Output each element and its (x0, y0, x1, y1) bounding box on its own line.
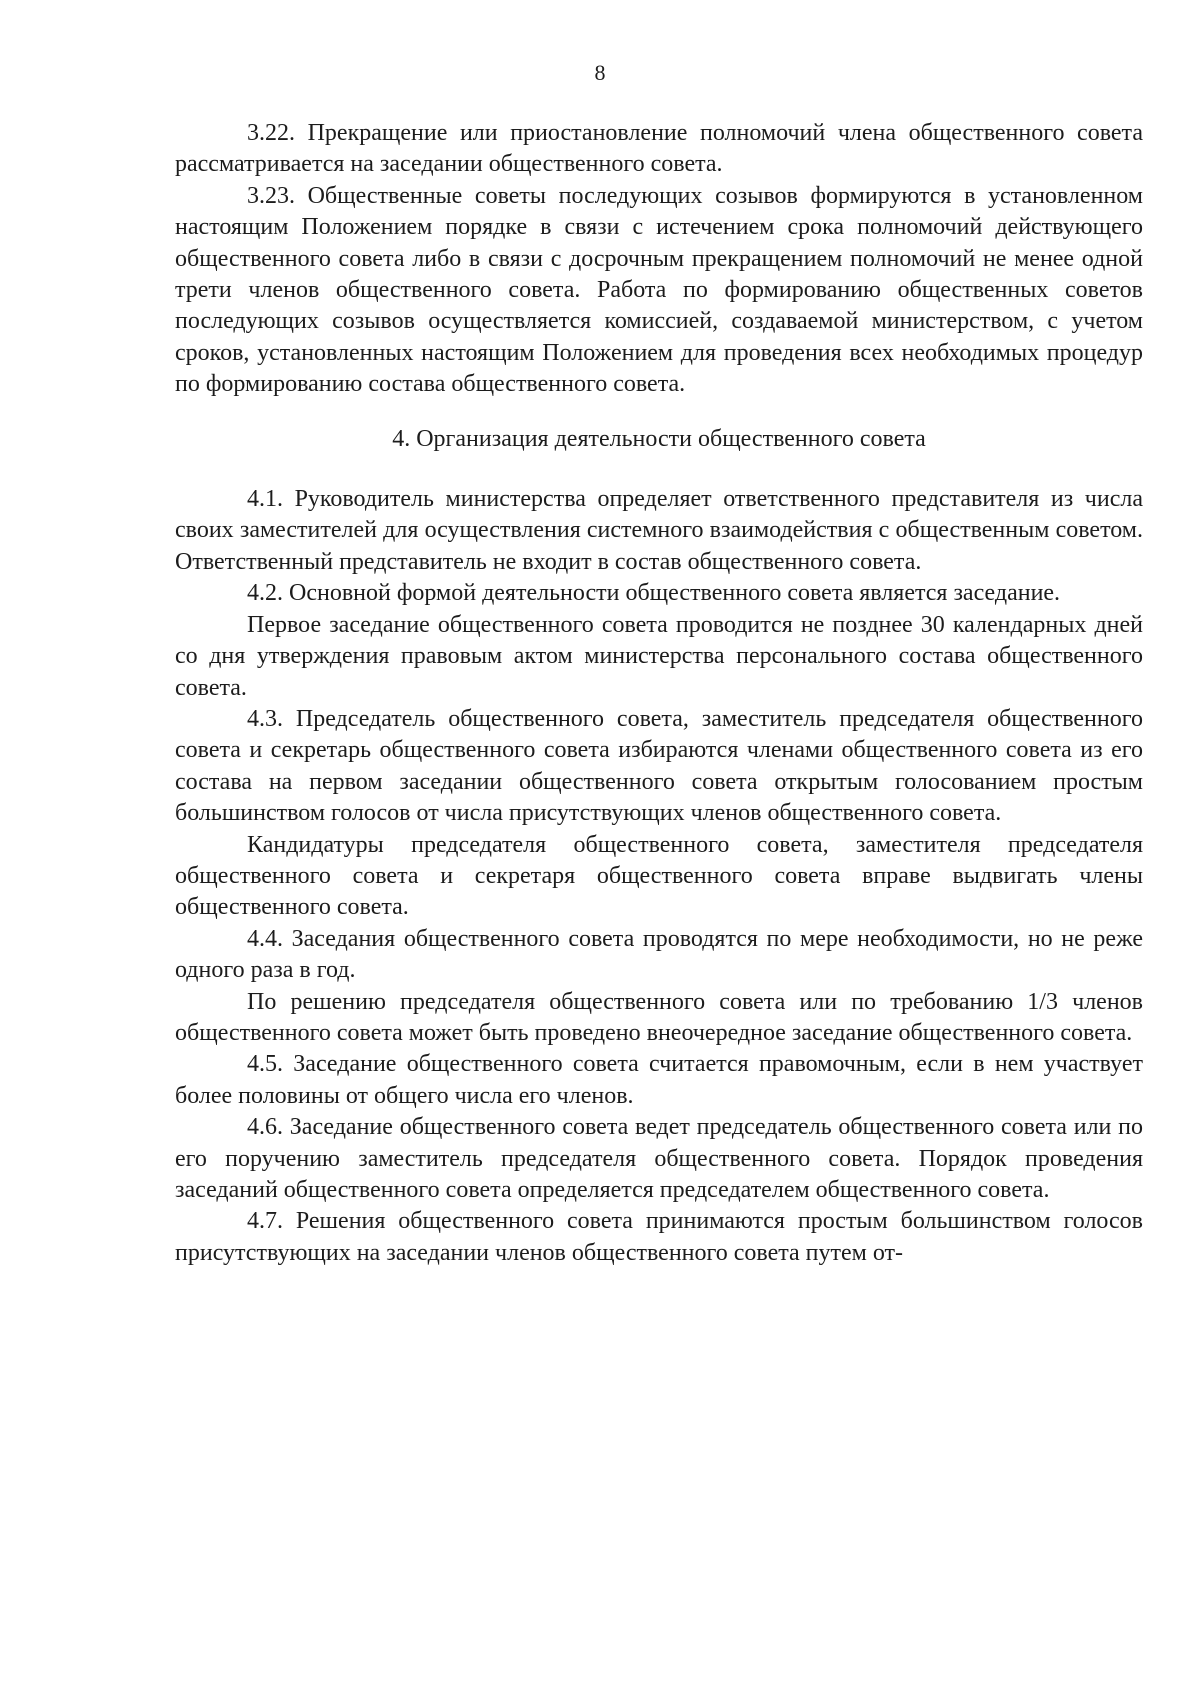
paragraph-3-22: 3.22. Прекращение или приостановление полномочий члена общественного совета рассматривается на заседании общественного совета. (175, 120, 1143, 178)
paragraph-4-3: 4.3. Председатель общественного совета, заместитель председателя общественного совета и секретарь общественного совета избираются членами общественного совета из его состава на первом заседании общественного совета открытым голосованием простым большинством голосов от числа присутствующих членов общественного совета. (175, 705, 1143, 827)
paragraph-4-7: 4.7. Решения общественного совета принимаются простым большинством голосов присутствующих на заседании членов общественного совета путем от- (175, 1208, 1143, 1266)
paragraph-4-4-extraordinary: По решению председателя общественного совета или по требованию 1/3 членов общественного совета может быть проведено внеочередное заседание общественного совета. (175, 988, 1143, 1046)
paragraph-4-6: 4.6. Заседание общественного совета ведет председатель общественного совета или по его поручению заместитель председателя общественного совета. Порядок проведения заседаний общественного совета определяется председателем общественного совета. (175, 1114, 1143, 1203)
paragraph-4-5: 4.5. Заседание общественного совета считается правомочным, если в нем участвует более половины от общего числа его членов. (175, 1051, 1143, 1109)
document-body (175, 118, 1143, 1269)
paragraph-3-23: 3.23. Общественные советы последующих созывов формируются в установленном настоящим Положением порядке в связи с истечением срока полномочий действующего общественного совета либо в связи с досрочным прекращением полномочий не менее одной трети членов общественного совета. Работа по формированию общественных советов последующих созывов осуществляется комиссией, создаваемой министерством, с учетом сроков, установленных настоящим Положением для проведения всех необходимых процедур по формированию состава общественного совета. (175, 182, 1143, 398)
paragraph-4-2-first-meeting: Первое заседание общественного совета проводится не позднее 30 календарных дней со дня утверждения правовым актом министерства персонального состава общественного совета. (175, 611, 1143, 701)
paragraph-4-1: 4.1. Руководитель министерства определяет ответственного представителя из числа своих заместителей для осуществления системного взаимодействия с общественным советом. Ответственный представитель не входит в состав общественного совета. (175, 486, 1143, 575)
paragraph-4-2: 4.2. Основной формой деятельности общественного совета является заседание. (247, 580, 1061, 607)
paragraph-4-3-candidates: Кандидатуры председателя общественного совета, заместителя председателя общественного совета и секретаря общественного совета вправе выдвигать члены общественного совета. (175, 831, 1143, 921)
section-heading: 4. Организация деятельности общественного совета (392, 425, 926, 452)
paragraph-4-4: 4.4. Заседания общественного совета проводятся по мере необходимости, но не реже одного раза в год. (175, 925, 1143, 984)
page-number: 8 (594, 60, 606, 85)
